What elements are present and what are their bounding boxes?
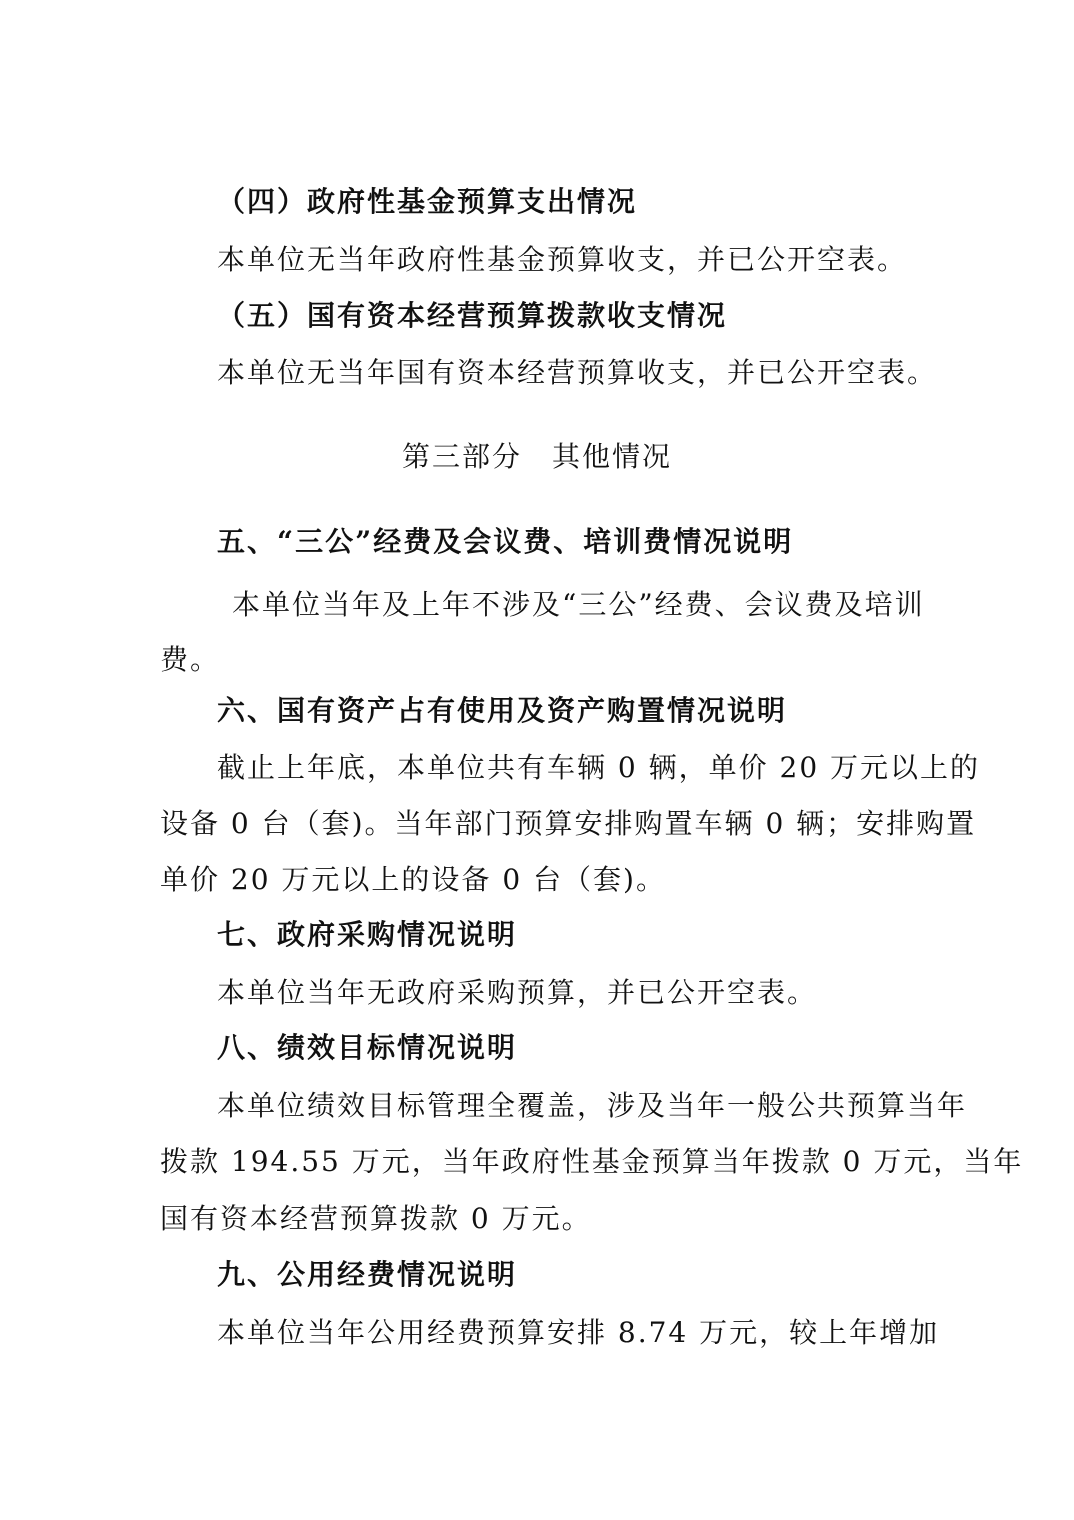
heading-three-public-expenses: 五、“三公”经费及会议费、培训费情况说明 [217, 525, 794, 558]
part-three-title: 第三部分 其他情况 [401, 440, 672, 473]
heading-government-fund-expenditure: （四）政府性基金预算支出情况 [217, 185, 638, 218]
heading-performance-targets: 八、绩效目标情况说明 [217, 1031, 518, 1064]
paragraph-public-expenses-line-1: 本单位当年公用经费预算安排 8.74 万元，较上年增加 [217, 1316, 940, 1349]
paragraph-three-public-line-1: 本单位当年及上年不涉及“三公”经费、会议费及培训 [232, 588, 925, 621]
paragraph-state-assets-line-2: 设备 0 台（套)。当年部门预算安排购置车辆 0 辆；安排购置 [160, 807, 977, 840]
paragraph-government-fund: 本单位无当年政府性基金预算收支，并已公开空表。 [217, 243, 908, 276]
paragraph-performance-line-2: 拨款 194.55 万元，当年政府性基金预算当年拨款 0 万元，当年 [160, 1145, 1024, 1178]
heading-public-expenses: 九、公用经费情况说明 [217, 1258, 518, 1291]
heading-state-capital-budget: （五）国有资本经营预算拨款收支情况 [217, 299, 728, 332]
heading-state-assets: 六、国有资产占有使用及资产购置情况说明 [217, 694, 788, 727]
paragraph-state-capital: 本单位无当年国有资本经营预算收支，并已公开空表。 [217, 356, 938, 389]
paragraph-state-assets-line-3: 单价 20 万元以上的设备 0 台（套)。 [160, 863, 666, 896]
paragraph-performance-line-3: 国有资本经营预算拨款 0 万元。 [160, 1202, 592, 1235]
paragraph-government-procurement: 本单位当年无政府采购预算，并已公开空表。 [217, 976, 818, 1009]
paragraph-performance-line-1: 本单位绩效目标管理全覆盖，涉及当年一般公共预算当年 [217, 1089, 968, 1122]
heading-government-procurement: 七、政府采购情况说明 [217, 918, 518, 951]
paragraph-state-assets-line-1: 截止上年底，本单位共有车辆 0 辆，单价 20 万元以上的 [217, 751, 981, 784]
paragraph-three-public-line-2: 费。 [160, 643, 221, 676]
